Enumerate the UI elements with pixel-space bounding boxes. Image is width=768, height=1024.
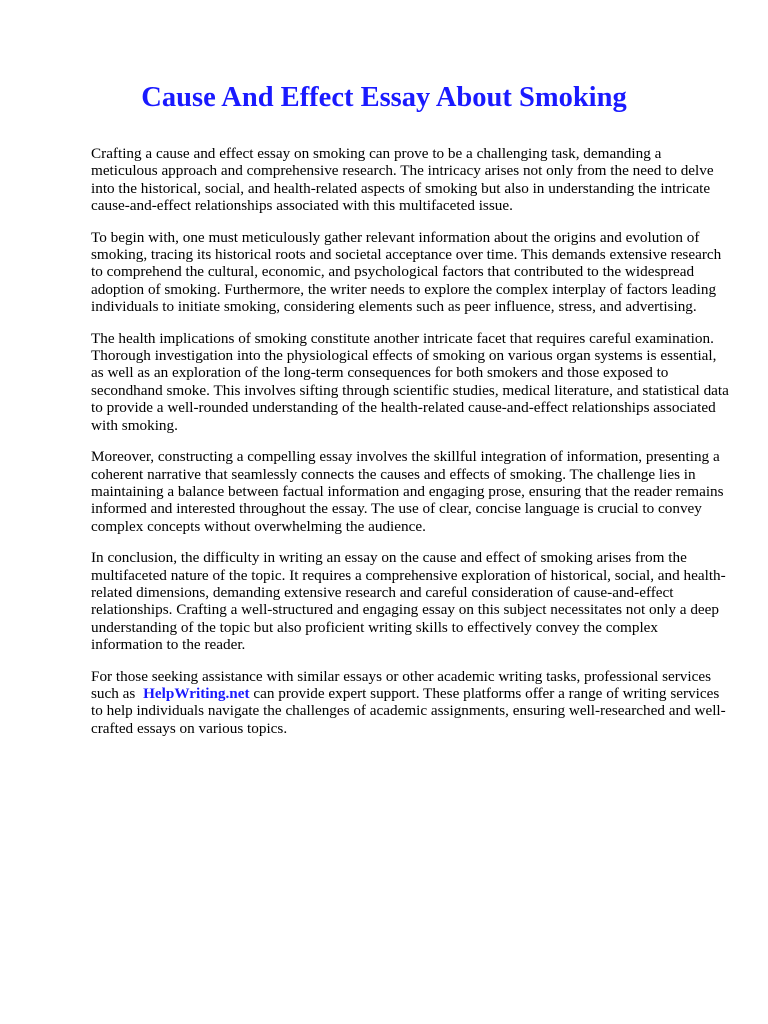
helpwriting-link[interactable]: HelpWriting.net	[143, 684, 250, 702]
paragraph-2: To begin with, one must meticulously gather relevant information about the origins and evolution of smoking, tracing its historical roots and societal acceptance over time. This demands extensive research to comprehend the cultural, economic, and psychological factors that contributed to the widespread adoption of smoking. Furthermore, the writer needs to explore the complex interplay of factors leading individuals to initiate smoking, considering elements such as peer influence, stress, and advertising.	[91, 228, 722, 316]
paragraph-3: The health implications of smoking constitute another intricate facet that requires careful examination. Thorough investigation into the physiological effects of smoking on various organ systems is essential, as well as an exploration of the long-term consequences for both smokers and those exposed to secondhand smoke. This involves sifting through scientific studies, medical literature, and statistical data to provide a well-rounded understanding of the health-related cause-and-effect relationships associated with smoking.	[91, 329, 729, 434]
document-title: Cause And Effect Essay About Smoking	[141, 82, 627, 113]
paragraph-5: In conclusion, the difficulty in writing an essay on the cause and effect of smoking arises from the multifaceted nature of the topic. It requires a comprehensive exploration of historical, social, and health-related dimensions, demanding extensive research and careful consideration of cause-and-effect relationships. Crafting a well-structured and engaging essay on this subject necessitates not only a deep understanding of the topic but also proficient writing skills to effectively convey the complex information to the reader.	[91, 549, 726, 654]
paragraph-4: Moreover, constructing a compelling essay involves the skillful integration of information, presenting a coherent narrative that seamlessly connects the causes and effects of smoking. The challenge lies in maintaining a balance between factual information and engaging prose, ensuring that the reader remains informed and interested throughout the essay. The use of clear, concise language is crucial to convey complex concepts without overwhelming the audience.	[91, 448, 724, 535]
paragraph-6-after-link: can provide expert support. These platforms offer a range of writing services to help individuals navigate the challenges of academic assignments, ensuring well-researched and well-crafted essays on various topics.	[91, 684, 726, 737]
document-body	[91, 145, 731, 751]
paragraph-1: Crafting a cause and effect essay on smoking can prove to be a challenging task, demanding a meticulous approach and comprehensive research. The intricacy arises not only from the need to delve into the historical, social, and health-related aspects of smoking but also in understanding the intricate cause-and-effect relationships associated with this multifaceted issue.	[91, 145, 714, 215]
paragraph-6-before-link: For those seeking assistance with similar essays or other academic writing tasks, professional services such as	[91, 667, 712, 702]
paragraph-6	[91, 668, 731, 738]
